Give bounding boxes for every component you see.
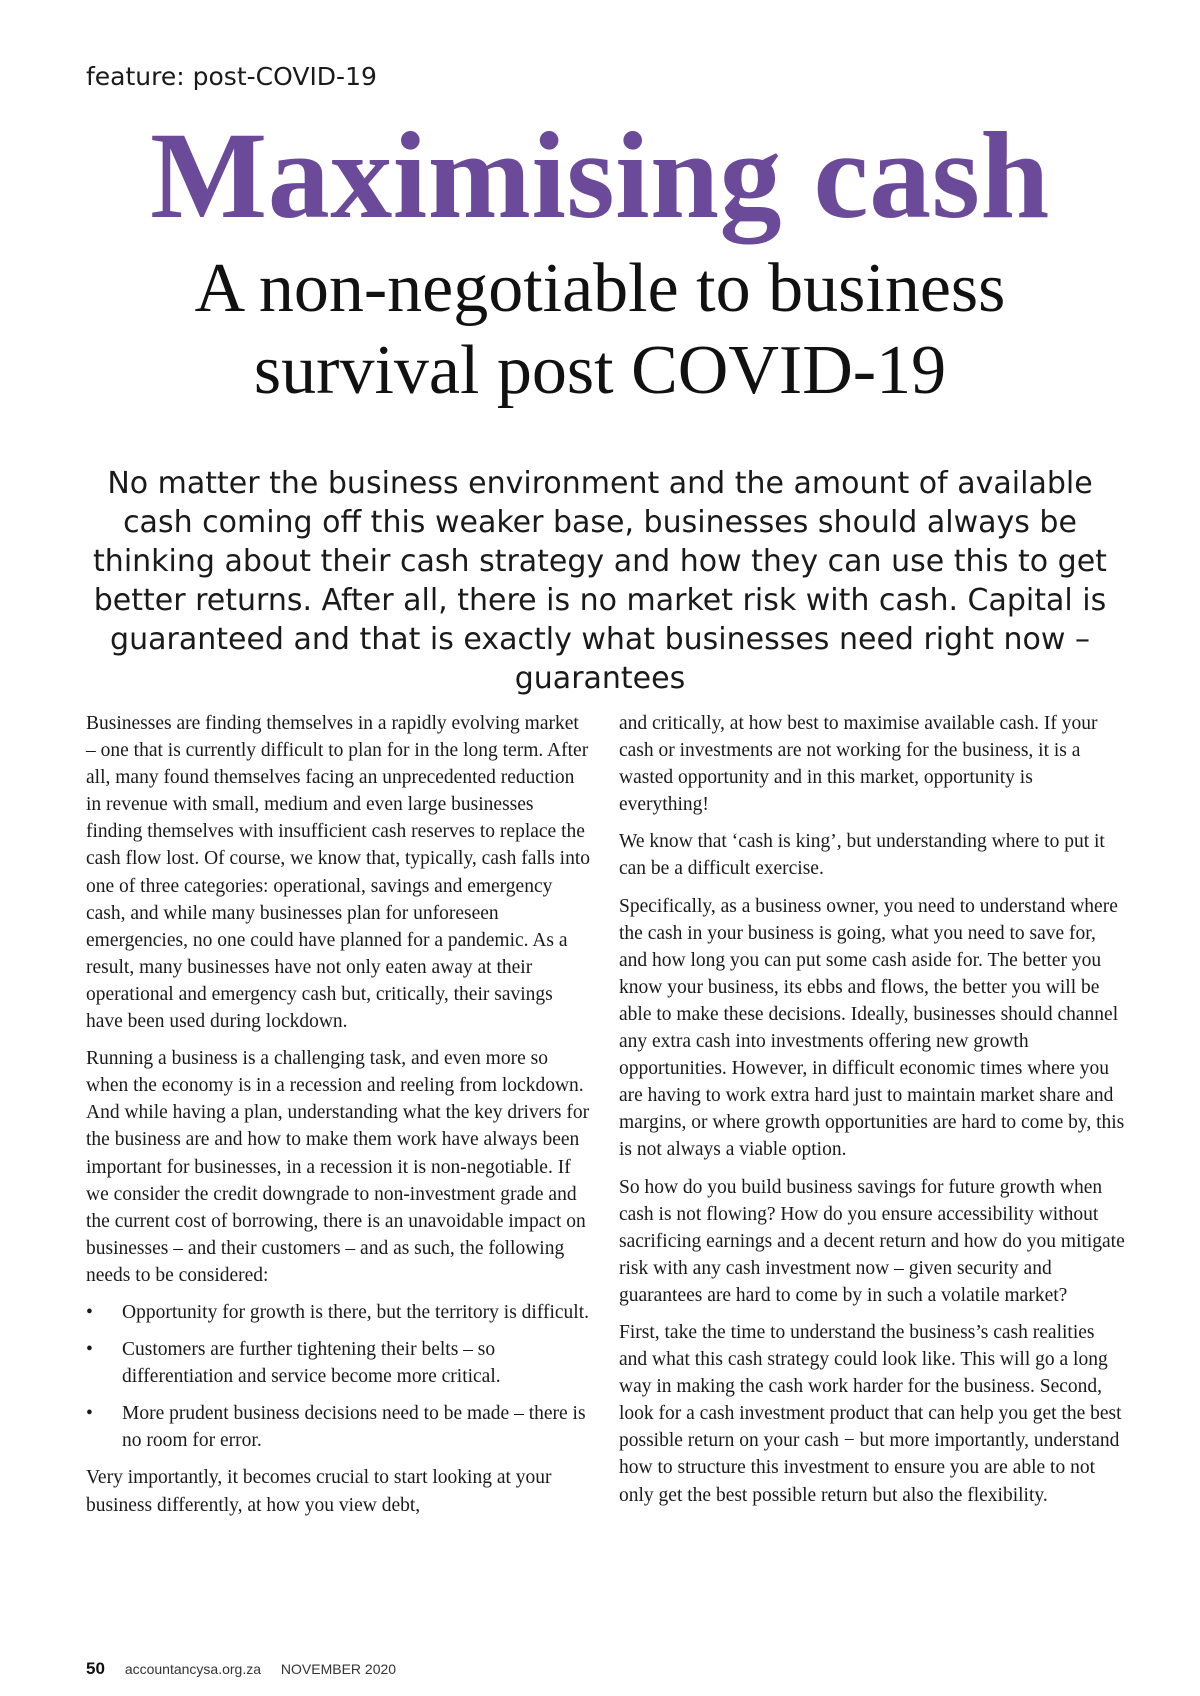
bullet-icon: • (86, 1301, 93, 1323)
list-item-text: Customers are further tightening their belts – so differentiation and service become more critical. (122, 1339, 501, 1388)
body-paragraph: Running a business is a challenging task, and even more so when the economy is in a recession and reeling from lockdown. And while having a plan, understanding what the key drivers for the business are and how to make them work have always been important for businesses, in a recession it is non-negotiable. If we consider the credit downgrade to non-investment grade and the current cost of borrowing, there is an unavoidable impact on businesses – and their customers – and as such, the following needs to be considered: (86, 1048, 590, 1286)
article-subtitle: A non-negotiable to business survival post COVID-19 (194, 250, 1006, 409)
body-paragraph: Businesses are finding themselves in a rapidly evolving market – one that is currently difficult to plan for in the long term. After all, many found themselves facing an unprecedented reduction in revenue with small, medium and even large businesses finding themselves with insufficient cash reserves to replace the cash flow lost. Of course, we know that, typically, cash falls into one of three categories: operational, savings and emergency cash, and while many businesses plan for unforeseen emergencies, no one could have planned for a pandemic. As a result, many businesses have not only eaten away at their operational and emergency cash but, critically, their savings have been used during lockdown. (86, 713, 590, 1033)
article-title: Maximising cash (150, 107, 1050, 244)
considerations-list (86, 1299, 592, 1454)
page-number: 50 (86, 1659, 105, 1678)
body-paragraph: We know that ‘cash is king’, but understanding where to put it can be a difficult exercise. (619, 831, 1105, 880)
website-link[interactable]: accountancysa.org.za (124, 1661, 262, 1677)
body-paragraph: So how do you build business savings for future growth when cash is not flowing? How do you ensure accessibility without sacrificing earnings and a decent return and how do you mitigate risk with any cash investment now – given security and guarantees are hard to come by in such a volatile market? (619, 1176, 1125, 1306)
list-item (86, 1400, 592, 1454)
issue-date: NOVEMBER 2020 (280, 1661, 397, 1677)
list-item (86, 1336, 592, 1390)
section-label: feature: post-COVID-19 (86, 62, 377, 91)
body-paragraph: Specifically, as a business owner, you need to understand where the cash in your business is going, what you need to save for, and how long you can put some cash aside for. The better you know your business, its ebbs and flows, the better you will be able to make these decisions. Ideally, businesses should channel any extra cash into investments offering new growth opportunities. However, in difficult economic times where you are having to work extra hard just to maintain market share and margins, or where growth opportunities are hard to come by, this is not always a viable option. (619, 895, 1125, 1161)
list-item-text: More prudent business decisions need to be made – there is no room for error. (122, 1403, 586, 1452)
body-column-right (619, 710, 1127, 1519)
bullet-icon: • (86, 1403, 93, 1425)
body-paragraph: and critically, at how best to maximise available cash. If your cash or investments are not working for the business, it is a wasted opportunity and in this market, opportunity is everything! (619, 713, 1098, 816)
article-standfirst: No matter the business environment and the amount of available cash coming off this weaker base, businesses should always be thinking about their cash strategy and how they can use this to get better returns. After all, there is no market risk with cash. Capital is guaranteed and that is exactly what businesses need right now – guarantees (93, 466, 1107, 696)
list-item (86, 1299, 592, 1326)
body-paragraph: Very importantly, it becomes crucial to start looking at your business differently, at how you view debt, (86, 1467, 552, 1516)
body-paragraph: First, take the time to understand the business’s cash realities and what this cash strategy could look like. This will go a long way in making the cash work harder for the business. Second, look for a cash investment product that can help you get the best possible return on your cash − but more importantly, understand how to structure this investment to ensure you are able to not only get the best possible return but also the flexibility. (619, 1321, 1122, 1506)
bullet-icon: • (86, 1339, 93, 1361)
list-item-text: Opportunity for growth is there, but the territory is difficult. (122, 1301, 590, 1323)
page-footer (86, 1659, 396, 1679)
body-column-left (86, 710, 592, 1529)
